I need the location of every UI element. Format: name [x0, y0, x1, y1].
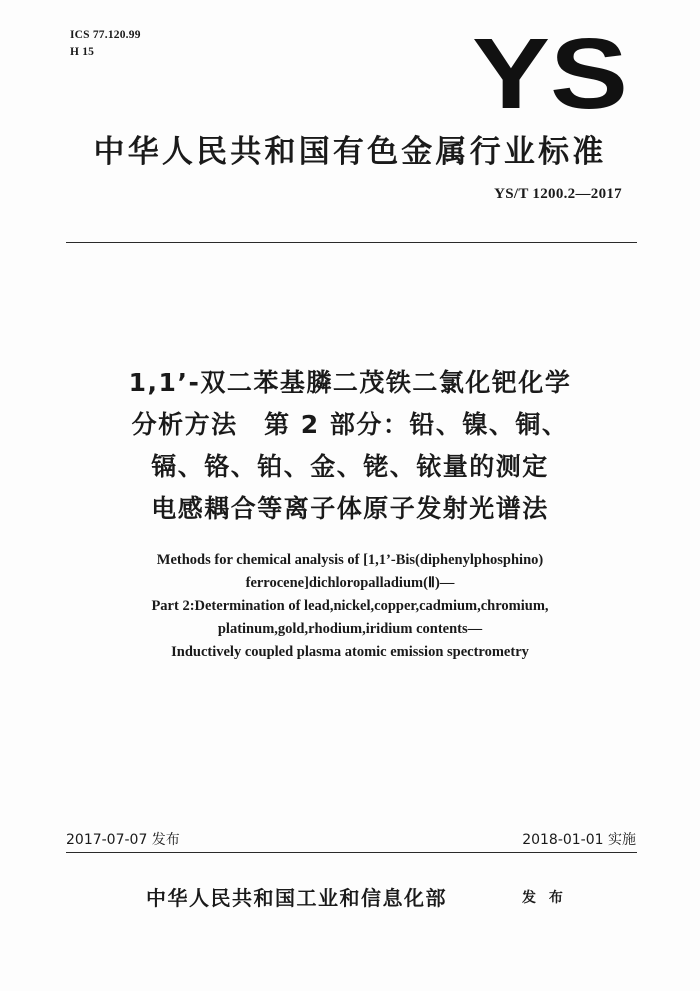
chinese-title-line: 1,1’-双二苯基膦二茂铁二氯化钯化学 [128, 368, 572, 397]
english-title [0, 549, 700, 664]
footer-divider [66, 852, 637, 853]
ccs-code: H 15 [70, 46, 95, 58]
publish-label: 发 布 [522, 890, 567, 906]
classification-codes [70, 27, 141, 61]
english-title-line: platinum,gold,rhodium,iridium contents— [217, 621, 483, 637]
issue-date: 2017-07-07 发布 [66, 832, 180, 848]
ics-code: ICS 77.120.99 [70, 29, 141, 41]
english-title-line: ferrocene]dichloropalladium(Ⅱ)— [245, 575, 455, 591]
english-title-line: Methods for chemical analysis of [1,1’-Bis(diphenylphosphino) [156, 552, 544, 568]
issuing-body-title: 中华人民共和国有色金属行业标准 [93, 134, 607, 170]
chinese-title-line: 分析方法 第 2 部分：铅、镍、铜、 [131, 410, 569, 439]
chinese-title-line: 镉、铬、铂、金、铑、铱量的测定 [151, 452, 549, 481]
ys-logo [470, 30, 630, 120]
english-title-line: Part 2:Determination of lead,nickel,copper,cadmium,chromium, [151, 598, 549, 614]
chinese-title-line: 电感耦合等离子体原子发射光谱法 [151, 494, 549, 523]
standard-number: YS/T 1200.2—2017 [494, 186, 622, 202]
implementation-date: 2018-01-01 实施 [522, 832, 636, 848]
publisher-name: 中华人民共和国工业和信息化部 [146, 886, 447, 910]
chinese-title [0, 362, 700, 530]
ys-logo-text: YS [472, 30, 628, 120]
english-title-line: Inductively coupled plasma atomic emission spectrometry [171, 644, 529, 660]
header-divider [66, 242, 637, 243]
